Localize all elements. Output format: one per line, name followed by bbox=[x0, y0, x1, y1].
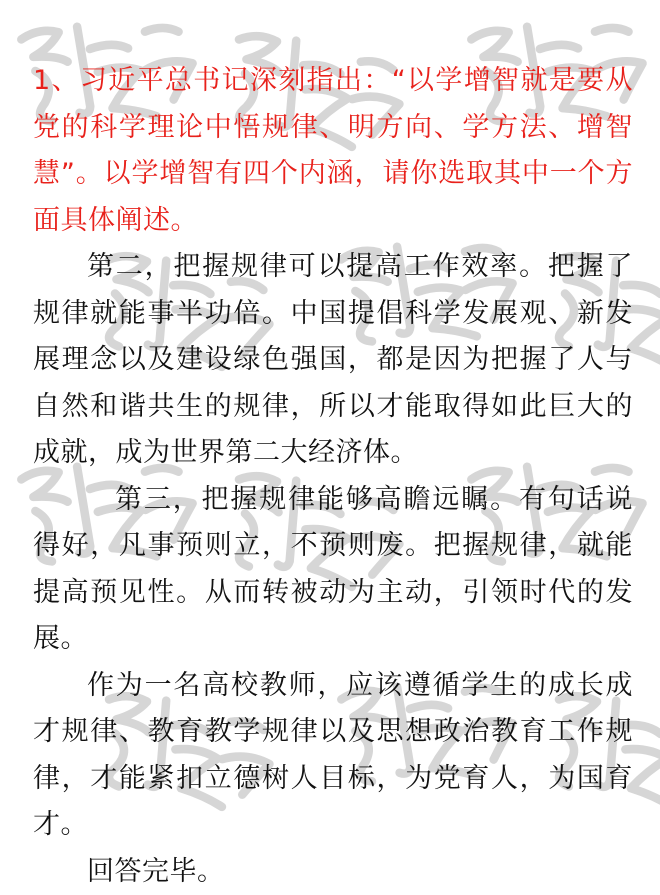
document-body bbox=[33, 58, 633, 895]
paragraph-closing: 回答完毕。 bbox=[33, 849, 633, 895]
paragraph-second-point: 第二，把握规律可以提高工作效率。把握了规律就能事半功倍。中国提倡科学发展观、新发展理念以及建设绿色强国，都是因为把握了人与自然和谐共生的规律，所以才能取得如此巨大的成就，成为世界第二大经济体。 bbox=[33, 244, 633, 477]
paragraph-third-point: 第三，把握规律能够高瞻远瞩。有句话说得好，凡事预则立，不预则废。把握规律，就能提高预见性。从而转被动为主动，引领时代的发展。 bbox=[33, 477, 633, 663]
paragraph-teacher-duty: 作为一名高校教师，应该遵循学生的成长成才规律、教育教学规律以及思想政治教育工作规律，才能紧扣立德树人目标，为党育人，为国育才。 bbox=[33, 663, 633, 849]
question-text: 1、习近平总书记深刻指出：“以学增智就是要从党的科学理论中悟规律、明方向、学方法、增智慧”。以学增智有四个内涵，请你选取其中一个方面具体阐述。 bbox=[33, 58, 633, 244]
